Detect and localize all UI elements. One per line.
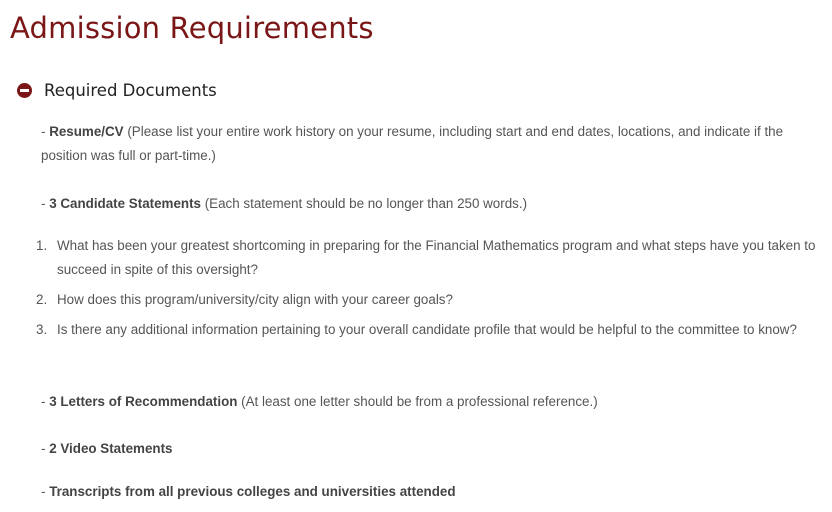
bullet-dash: - [41, 441, 50, 456]
required-documents-toggle[interactable] [17, 78, 217, 102]
statements-note: (Each statement should be no longer than 250 words.) [201, 196, 528, 211]
page-title: Admission Requirements [10, 11, 374, 45]
resume-label: Resume/CV [49, 124, 124, 139]
list-number: 3. [36, 322, 48, 337]
letters-note: (At least one letter should be from a professional reference.) [237, 394, 598, 409]
video-label: 2 Video Statements [49, 441, 173, 456]
resume-requirement [41, 120, 821, 168]
bullet-dash: - [41, 394, 50, 409]
list-item-text: What has been your greatest shortcoming in preparing for the Financial Mathematics program and what steps have you taken to succeed in spite of this oversight? [57, 238, 816, 277]
resume-note: (Please list your entire work history on your resume, including start and end dates, locations, and indicate if the position was full or part-time.) [41, 124, 784, 163]
letters-requirement [41, 390, 821, 414]
statements-label: 3 Candidate Statements [49, 196, 201, 211]
minus-circle-icon[interactable] [17, 83, 32, 98]
bullet-dash: - [41, 196, 50, 211]
transcripts-label: Transcripts from all previous colleges and universities attended [49, 484, 456, 499]
statements-requirement [41, 192, 821, 216]
list-item-text: How does this program/university/city align with your career goals? [57, 292, 453, 307]
list-item-text: Is there any additional information pertaining to your overall candidate profile that would be helpful to the committee to know? [57, 322, 797, 337]
bullet-dash: - [41, 484, 50, 499]
video-requirement [41, 437, 821, 461]
transcripts-requirement [41, 480, 821, 504]
letters-label: 3 Letters of Recommendation [49, 394, 238, 409]
bullet-dash: - [41, 124, 50, 139]
section-title: Required Documents [44, 80, 217, 100]
list-number: 2. [36, 292, 48, 307]
list-number: 1. [36, 238, 48, 253]
